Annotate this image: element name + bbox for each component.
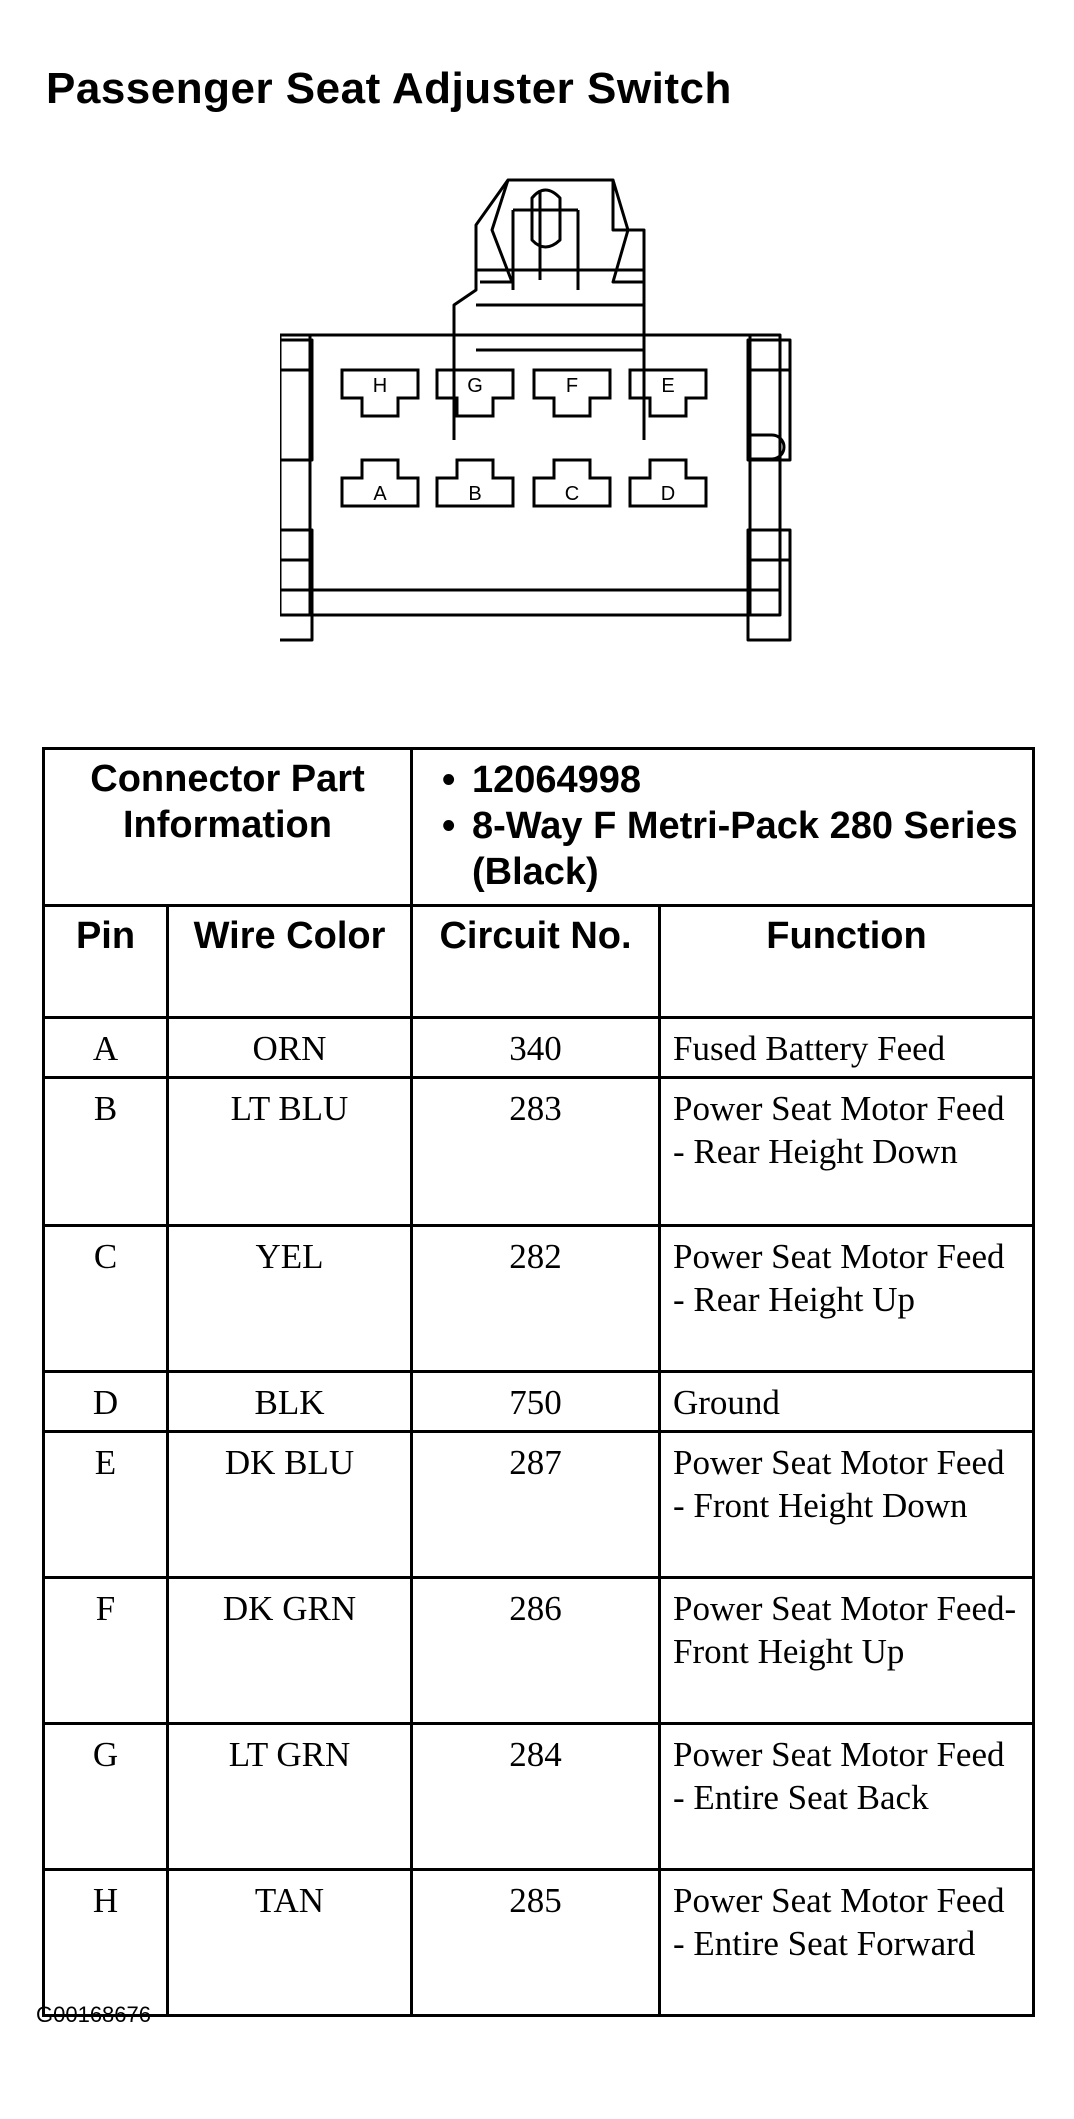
circuit-cell: 284 [412,1724,660,1870]
figure-id: G00168676 [36,2002,151,2027]
pin-header: Pin [44,906,168,1018]
circuit-cell: 285 [412,1870,660,2016]
pin-label: G [467,375,483,397]
pin-cell: H [44,1870,168,2016]
pin-cavities [342,370,706,506]
pin-label: C [564,483,580,505]
table-row [44,1372,1034,1432]
page-title: Passenger Seat Adjuster Switch [46,64,732,113]
wire-color-cell: TAN [168,1870,412,2016]
table-row [44,1432,1034,1578]
wire-color-cell: LT BLU [168,1078,412,1226]
function-cell: Power Seat Motor Feed - Rear Height Down [660,1078,1034,1226]
function-cell: Power Seat Motor Feed - Entire Seat Back [660,1724,1034,1870]
function-cell: Power Seat Motor Feed- Front Height Up [660,1578,1034,1724]
circuit-cell: 282 [412,1226,660,1372]
pin-rows [44,1018,1034,2016]
wire-color-cell: DK GRN [168,1578,412,1724]
circuit-cell: 340 [412,1018,660,1078]
wire-color-cell: ORN [168,1018,412,1078]
pin-label: H [372,375,388,397]
table-row [44,1018,1034,1078]
table-row [44,1078,1034,1226]
pin-cavity-d [630,460,706,506]
pin-cavity-g [437,370,513,416]
pin-label: E [661,375,675,397]
latch-outline [454,180,644,440]
part-number: • 12064998 [472,757,1031,803]
connector-face-drawing [280,170,800,660]
circuit-cell: 287 [412,1432,660,1578]
pin-cavity-e [630,370,706,416]
wire-color-cell: BLK [168,1372,412,1432]
column-header-row [44,906,1034,1018]
connector-info-row [44,749,1034,906]
table-row [44,1578,1034,1724]
pin-cell: A [44,1018,168,1078]
latch-slot [532,190,560,247]
table-row [44,1870,1034,2016]
wire-color-cell: LT GRN [168,1724,412,1870]
pin-cell: C [44,1226,168,1372]
function-cell: Power Seat Motor Feed - Entire Seat Forward [660,1870,1034,2016]
wire-color-cell: YEL [168,1226,412,1372]
function-cell: Power Seat Motor Feed - Rear Height Up [660,1226,1034,1372]
connector-pinout-table [42,747,1032,2017]
wire-color-cell: DK BLU [168,1432,412,1578]
connector-type: • 8-Way F Metri-Pack 280 Series (Black) [472,803,1031,895]
pin-cell: G [44,1724,168,1870]
table-row [44,1226,1034,1372]
pin-cell: F [44,1578,168,1724]
function-header: Function [660,906,1034,1018]
pin-cell: E [44,1432,168,1578]
connector-diagram [280,170,800,660]
pin-label: D [660,483,676,505]
pin-label: A [373,483,387,505]
pin-label: B [468,483,482,505]
connector-info-cell [412,749,1034,906]
pin-label: F [565,375,579,397]
circuit-cell: 286 [412,1578,660,1724]
wire-color-header: Wire Color [168,906,412,1018]
table-row [44,1724,1034,1870]
pin-cell: D [44,1372,168,1432]
circuit-header: Circuit No. [412,906,660,1018]
pin-cavity-f [534,370,610,416]
circuit-cell: 750 [412,1372,660,1432]
pin-cavity-c [534,460,610,506]
function-cell: Power Seat Motor Feed - Front Height Down [660,1432,1034,1578]
function-cell: Ground [660,1372,1034,1432]
pin-cavity-b [437,460,513,506]
pin-cell: B [44,1078,168,1226]
connector-info-list [414,751,1031,895]
connector-info-label: Connector Part Information [44,749,412,906]
pin-cavity-h [342,370,418,416]
pin-cavity-a [342,460,418,506]
circuit-cell: 283 [412,1078,660,1226]
function-cell: Fused Battery Feed [660,1018,1034,1078]
